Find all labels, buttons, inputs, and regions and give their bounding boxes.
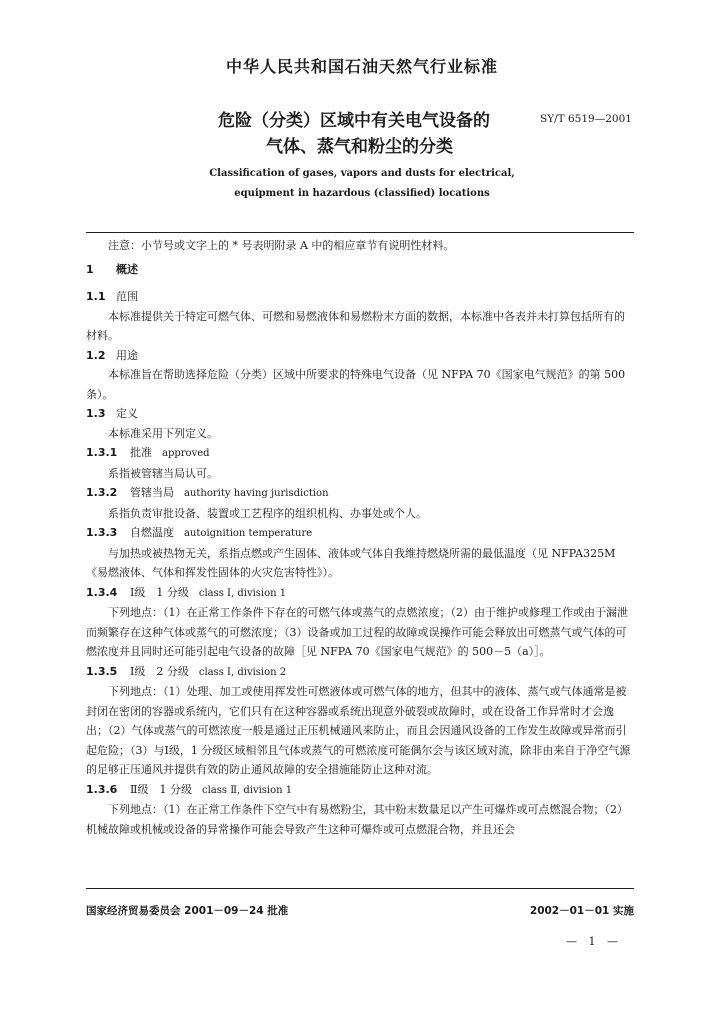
- section-number: 1: [86, 262, 94, 276]
- organization-title: 中华人民共和国石油天然气行业标准: [225, 57, 498, 76]
- section-1-3-5-text: 下列地点：（1）处理、加工或使用挥发性可燃液体或可燃气体的地方，但其中的液体、蒸气或气体通常是被封闭在密闭的容器或系统内，它们只有在这种容器或系统出现意外破裂或故障时，或在设备工作异常时才会逸出；（2）气体或蒸气的可燃浓度一般是通过正压机械通风来防止，而且会因通风设备的工作发生故障或异常而引起危险；（3）与Ⅰ级，1 分级区域相邻且气体或蒸气的可燃浓度可能偶尔会与该区域对流，除非由来自于净空气源的足够正压通风并提供有效的防止通风故障的安全措施能防止这种对流。: [86, 685, 631, 776]
- section-number: 1.3.2: [86, 486, 118, 499]
- section-number: 1.3.6: [86, 782, 118, 796]
- section-english-term: class Ⅰ, division 2: [198, 666, 287, 678]
- section-number: 1.3.5: [86, 664, 118, 678]
- section-english-term: autoignition temperature: [184, 528, 313, 539]
- section-1-3-2-text: 系指负责审批设备、装置或工艺程序的组织机构、办事处或个人。: [108, 506, 427, 520]
- section-1-3-5-heading: [86, 662, 634, 683]
- title-chinese-line-2: 气体、蒸气和粉尘的分类: [266, 137, 453, 157]
- standard-code: SY/T 6519—2001: [540, 113, 632, 125]
- section-title: Ⅰ级 2 分级: [130, 664, 189, 678]
- title-english-line-1: Classification of gases, vapors and dusts for electrical,: [209, 168, 515, 179]
- section-number: 1.3.1: [86, 446, 118, 459]
- section-1-3-3-text: 与加热或被热物无关，系指点燃或产生固体、液体或气体自我维持燃烧所需的最低温度（见 NFPA325M《易燃液体、气体和挥发性固体的火灾危害特性》）。: [86, 546, 616, 579]
- section-number: 1.3: [86, 407, 106, 420]
- section-1-3-3-heading: [86, 523, 634, 544]
- section-1-3-4-text: 下列地点：（1）在正常工作条件下存在的可燃气体或蒸气的点燃浓度；（2）由于维护或修理工作或由于漏泄而频繁存在这种气体或蒸气的可燃浓度；（3）设备或加工过程的故障或误操作可能会释放出可燃蒸气或气体的可燃浓度并且同时还可能引起电气设备的故障［见 NFPA 70《国家电气规范》的 500－5（a）］。: [86, 606, 628, 658]
- section-1-1-heading: [86, 287, 634, 307]
- section-title: 管辖当局: [130, 486, 174, 499]
- section-title: 范围: [116, 290, 138, 303]
- section-1-3-heading: [86, 404, 634, 424]
- section-1-2-text: 本标准旨在帮助选择危险（分类）区域中所要求的特殊电气设备（见 NFPA 70《国家电气规范》的第 500 条）。: [86, 368, 626, 401]
- section-title: 定义: [116, 407, 138, 420]
- section-title: Ⅰ级 1 分级: [130, 585, 189, 599]
- section-number: 1.1: [86, 290, 106, 303]
- section-1-3-text: 本标准采用下列定义。: [108, 426, 218, 440]
- section-1-3-4-heading: [86, 583, 634, 604]
- document-body: [86, 236, 634, 839]
- footer-divider: [86, 888, 634, 889]
- section-number: 1.3.4: [86, 585, 118, 599]
- section-1-3-6-heading: [86, 780, 634, 801]
- section-1-3-2-heading: [86, 483, 634, 504]
- section-title: 用途: [116, 348, 138, 362]
- section-english-term: approved: [162, 448, 210, 459]
- page-number: — 1 —: [566, 935, 622, 948]
- section-english-term: class Ⅰ, division 1: [198, 587, 287, 599]
- title-chinese-line-1: 危险（分类）区域中有关电气设备的: [218, 111, 490, 131]
- section-1-3-1-text: 系指被管辖当局认可。: [108, 466, 218, 480]
- note-paragraph: 注意：小节号或文字上的 * 号表明附录 A 中的相应章节有说明性材料。: [108, 239, 455, 252]
- section-title: 概述: [116, 262, 138, 276]
- section-number: 1.2: [86, 348, 106, 362]
- header-divider: [86, 232, 634, 233]
- approval-date: 国家经济贸易委员会 2001－09－24 批准: [86, 905, 289, 917]
- section-title: 自燃温度: [130, 526, 174, 539]
- section-number: 1.3.3: [86, 526, 118, 539]
- section-english-term: authority having jurisdiction: [184, 488, 329, 499]
- effective-date: 2002－01－01 实施: [529, 905, 634, 917]
- section-title: 批准: [130, 446, 152, 459]
- section-1-1-text: 本标准提供关于特定可燃气体、可燃和易燃液体和易燃粉末方面的数据，本标准中各表并未打算包括所有的材料。: [86, 309, 625, 342]
- section-1-2-heading: [86, 346, 634, 366]
- title-english-line-2: equipment in hazardous (classified) locations: [234, 188, 490, 199]
- section-1-3-6-text: 下列地点：（1）在正常工作条件下空气中有易燃粉尘，其中粉末数量足以产生可爆炸或可点燃混合物；（2）机械故障或机械或设备的异常操作可能会导致产生这种可爆炸或可点燃混合物，并且还会: [86, 803, 628, 836]
- section-1-3-1-heading: [86, 443, 634, 464]
- section-title: Ⅱ级 1 分级: [130, 782, 192, 796]
- section-1-heading: [86, 260, 634, 280]
- section-english-term: class Ⅱ, division 1: [201, 784, 293, 796]
